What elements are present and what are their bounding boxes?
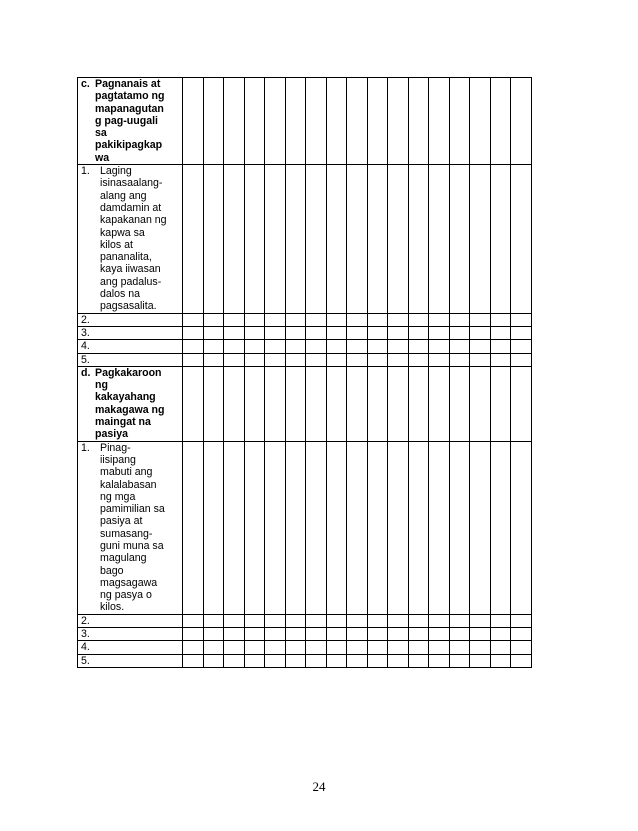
rating-cell[interactable] [511,614,532,627]
rating-cell[interactable] [203,628,224,641]
rating-cell[interactable] [265,326,286,339]
rating-cell[interactable] [183,340,204,353]
rating-cell[interactable] [326,353,347,366]
rating-cell[interactable] [388,614,409,627]
rating-cell[interactable] [449,441,470,614]
rating-cell[interactable] [285,353,306,366]
item-row [78,641,532,654]
rating-cell[interactable] [429,628,450,641]
rating-cell[interactable] [265,614,286,627]
rating-cell[interactable] [265,366,286,441]
rating-cell[interactable] [388,628,409,641]
rating-cell[interactable] [490,165,511,314]
item-label-text: Laging isinasaalang- alang ang damdamin at kapakanan ng kapwa sa kilos at pananalita, kaya iiwasan ang padalus- dalos na pagsasalita. [100,165,167,313]
rating-cell[interactable] [388,78,409,165]
page-number: 24 [312,779,326,794]
rating-cell[interactable] [470,654,491,667]
rating-cell[interactable] [203,366,224,441]
rating-cell[interactable] [511,654,532,667]
rating-cell[interactable] [203,353,224,366]
rating-cell[interactable] [326,340,347,353]
rating-cell[interactable] [183,353,204,366]
rating-cell[interactable] [326,628,347,641]
rating-cell[interactable] [429,641,450,654]
rating-cell[interactable] [449,313,470,326]
rating-cell[interactable] [490,628,511,641]
rating-cell[interactable] [306,313,327,326]
rating-cell[interactable] [388,366,409,441]
rating-cell[interactable] [449,654,470,667]
rating-cell[interactable] [408,165,429,314]
item-number: 2. [78,313,183,326]
rating-cell[interactable] [449,326,470,339]
rating-cell[interactable] [408,340,429,353]
rating-cell[interactable] [408,326,429,339]
item-label [78,165,183,314]
rating-cell[interactable] [244,313,265,326]
rating-cell[interactable] [490,353,511,366]
rating-cell[interactable] [244,353,265,366]
rating-cell[interactable] [306,654,327,667]
rating-cell[interactable] [224,326,245,339]
rating-cell[interactable] [429,78,450,165]
rating-cell[interactable] [183,654,204,667]
rating-cell[interactable] [408,78,429,165]
rating-cell[interactable] [183,628,204,641]
rating-cell[interactable] [470,78,491,165]
rating-cell[interactable] [388,340,409,353]
rating-cell[interactable] [265,165,286,314]
rating-cell[interactable] [408,614,429,627]
rating-cell[interactable] [285,313,306,326]
item-row [78,353,532,366]
rating-cell[interactable] [490,654,511,667]
rating-cell[interactable] [470,641,491,654]
rating-cell[interactable] [244,340,265,353]
rating-cell[interactable] [429,353,450,366]
rating-cell[interactable] [449,340,470,353]
rating-cell[interactable] [203,614,224,627]
rating-cell[interactable] [388,641,409,654]
rating-cell[interactable] [367,340,388,353]
rating-cell[interactable] [183,313,204,326]
rating-cell[interactable] [326,313,347,326]
rating-cell[interactable] [511,441,532,614]
rating-cell[interactable] [511,326,532,339]
rating-cell[interactable] [347,313,368,326]
rating-cell[interactable] [449,366,470,441]
item-label-key: 1. [81,165,90,178]
rating-cell[interactable] [470,165,491,314]
rating-cell[interactable] [183,366,204,441]
rating-cell[interactable] [285,628,306,641]
rating-cell[interactable] [265,313,286,326]
rating-cell[interactable] [326,614,347,627]
rating-cell[interactable] [285,366,306,441]
rating-cell[interactable] [347,441,368,614]
rating-cell[interactable] [183,78,204,165]
rating-cell[interactable] [470,313,491,326]
item-number: 4. [78,641,183,654]
rating-cell[interactable] [429,165,450,314]
rating-cell[interactable] [367,441,388,614]
rating-cell[interactable] [449,641,470,654]
rating-cell[interactable] [326,441,347,614]
rating-cell[interactable] [367,654,388,667]
rating-cell[interactable] [367,641,388,654]
item-number: 3. [78,628,183,641]
rating-cell[interactable] [347,641,368,654]
rating-cell[interactable] [367,313,388,326]
rating-cell[interactable] [470,441,491,614]
rating-cell[interactable] [367,366,388,441]
rating-cell[interactable] [408,628,429,641]
rating-cell[interactable] [470,340,491,353]
rating-cell[interactable] [490,326,511,339]
rating-cell[interactable] [408,313,429,326]
rating-cell[interactable] [265,441,286,614]
rating-cell[interactable] [224,340,245,353]
rating-cell[interactable] [224,641,245,654]
rating-cell[interactable] [388,654,409,667]
item-label [78,441,183,614]
rating-cell[interactable] [183,326,204,339]
rating-cell[interactable] [203,326,224,339]
item-number: 5. [78,654,183,667]
rating-cell[interactable] [285,641,306,654]
rating-cell[interactable] [306,641,327,654]
rating-cell[interactable] [347,165,368,314]
rating-cell[interactable] [285,614,306,627]
rating-cell[interactable] [265,340,286,353]
rating-cell[interactable] [306,353,327,366]
rating-cell[interactable] [490,641,511,654]
rating-cell[interactable] [408,641,429,654]
item-row [78,614,532,627]
rating-cell[interactable] [470,366,491,441]
item-number: 3. [78,326,183,339]
rating-cell[interactable] [490,366,511,441]
rating-cell[interactable] [224,313,245,326]
item-row [78,441,532,614]
item-number: 4. [78,340,183,353]
rating-cell[interactable] [429,614,450,627]
item-row [78,326,532,339]
rating-cell[interactable] [306,78,327,165]
rating-cell[interactable] [183,614,204,627]
item-number: 2. [78,614,183,627]
rating-cell[interactable] [326,78,347,165]
rating-cell[interactable] [244,366,265,441]
item-label-text: Pinag- iisipang mabuti ang kalalabasan ng mga pamimilian sa pasiya at sumasang- guni muna sa magulang bago magsagawa ng pasya o kilos. [100,441,165,614]
rating-cell[interactable] [408,366,429,441]
rating-cell[interactable] [306,628,327,641]
item-row [78,165,532,314]
rating-cell[interactable] [224,353,245,366]
rating-cell[interactable] [244,641,265,654]
rating-cell[interactable] [408,353,429,366]
rating-cell[interactable] [367,78,388,165]
section-heading-text: Pagnanais at pagtatamo ng mapanagutan g pag-uugali sa pakikipagkap wa [95,78,165,164]
rating-cell[interactable] [470,628,491,641]
rating-cell[interactable] [429,340,450,353]
rating-cell[interactable] [306,165,327,314]
rating-cell[interactable] [429,313,450,326]
rating-cell[interactable] [511,78,532,165]
rating-cell[interactable] [347,654,368,667]
rating-cell[interactable] [511,340,532,353]
rating-cell[interactable] [306,340,327,353]
rating-cell[interactable] [265,654,286,667]
rating-cell[interactable] [449,614,470,627]
rating-cell[interactable] [244,614,265,627]
rating-cell[interactable] [285,326,306,339]
rating-cell[interactable] [408,441,429,614]
rating-cell[interactable] [490,614,511,627]
checklist-table [77,77,532,668]
rating-cell[interactable] [203,641,224,654]
rating-cell[interactable] [203,165,224,314]
rating-cell[interactable] [244,628,265,641]
rating-cell[interactable] [326,165,347,314]
rating-cell[interactable] [265,353,286,366]
item-label-key: 1. [81,441,90,454]
rating-cell[interactable] [203,654,224,667]
rating-cell[interactable] [388,326,409,339]
rating-cell[interactable] [470,353,491,366]
section-heading [78,78,183,165]
item-row [78,340,532,353]
rating-cell[interactable] [429,654,450,667]
rating-cell[interactable] [429,441,450,614]
rating-cell[interactable] [203,78,224,165]
rating-cell[interactable] [203,313,224,326]
rating-cell[interactable] [285,654,306,667]
rating-cell[interactable] [470,614,491,627]
item-row [78,628,532,641]
section-heading [78,366,183,441]
rating-cell[interactable] [490,78,511,165]
rating-cell[interactable] [183,641,204,654]
rating-cell[interactable] [449,628,470,641]
rating-cell[interactable] [265,628,286,641]
rating-cell[interactable] [511,165,532,314]
rating-cell[interactable] [244,441,265,614]
rating-cell[interactable] [306,326,327,339]
rating-cell[interactable] [203,340,224,353]
rating-cell[interactable] [367,165,388,314]
rating-cell[interactable] [490,441,511,614]
rating-cell[interactable] [367,614,388,627]
rating-cell[interactable] [490,313,511,326]
rating-cell[interactable] [326,641,347,654]
rating-cell[interactable] [306,614,327,627]
rating-cell[interactable] [511,353,532,366]
rating-cell[interactable] [224,614,245,627]
rating-cell[interactable] [388,353,409,366]
section-heading-key: d. [81,366,91,379]
rating-cell[interactable] [244,326,265,339]
rating-cell[interactable] [326,366,347,441]
rating-cell[interactable] [244,654,265,667]
rating-cell[interactable] [388,313,409,326]
rating-cell[interactable] [408,654,429,667]
rating-cell[interactable] [429,326,450,339]
item-row [78,313,532,326]
rating-cell[interactable] [306,366,327,441]
rating-cell[interactable] [449,353,470,366]
section-heading-row [78,78,532,165]
rating-cell[interactable] [285,340,306,353]
item-row [78,654,532,667]
rating-cell[interactable] [285,165,306,314]
rating-cell[interactable] [388,165,409,314]
rating-cell[interactable] [347,353,368,366]
section-heading-text: Pagkakaroon ng kakayahang makagawa ng maingat na pasiya [95,366,165,441]
rating-cell[interactable] [224,628,245,641]
rating-cell[interactable] [224,441,245,614]
rating-cell[interactable] [367,628,388,641]
rating-cell[interactable] [511,366,532,441]
rating-cell[interactable] [449,165,470,314]
rating-cell[interactable] [367,326,388,339]
rating-cell[interactable] [265,641,286,654]
rating-cell[interactable] [347,366,368,441]
rating-cell[interactable] [326,654,347,667]
rating-cell[interactable] [265,78,286,165]
rating-cell[interactable] [429,366,450,441]
rating-cell[interactable] [244,165,265,314]
rating-cell[interactable] [347,628,368,641]
rating-cell[interactable] [224,366,245,441]
rating-cell[interactable] [449,78,470,165]
rating-cell[interactable] [388,441,409,614]
rating-cell[interactable] [224,654,245,667]
rating-cell[interactable] [203,441,224,614]
rating-cell[interactable] [367,353,388,366]
rating-cell[interactable] [224,78,245,165]
rating-cell[interactable] [326,326,347,339]
section-heading-row [78,366,532,441]
rating-cell[interactable] [347,614,368,627]
rating-cell[interactable] [347,340,368,353]
rating-cell[interactable] [183,165,204,314]
rating-cell[interactable] [511,628,532,641]
rating-cell[interactable] [511,641,532,654]
rating-cell[interactable] [285,441,306,614]
rating-cell[interactable] [490,340,511,353]
rating-cell[interactable] [347,326,368,339]
rating-cell[interactable] [224,165,245,314]
rating-cell[interactable] [244,78,265,165]
rating-cell[interactable] [511,313,532,326]
rating-cell[interactable] [285,78,306,165]
rating-cell[interactable] [183,441,204,614]
rating-cell[interactable] [306,441,327,614]
rating-cell[interactable] [470,326,491,339]
item-number: 5. [78,353,183,366]
section-heading-key: c. [81,78,90,90]
rating-cell[interactable] [347,78,368,165]
